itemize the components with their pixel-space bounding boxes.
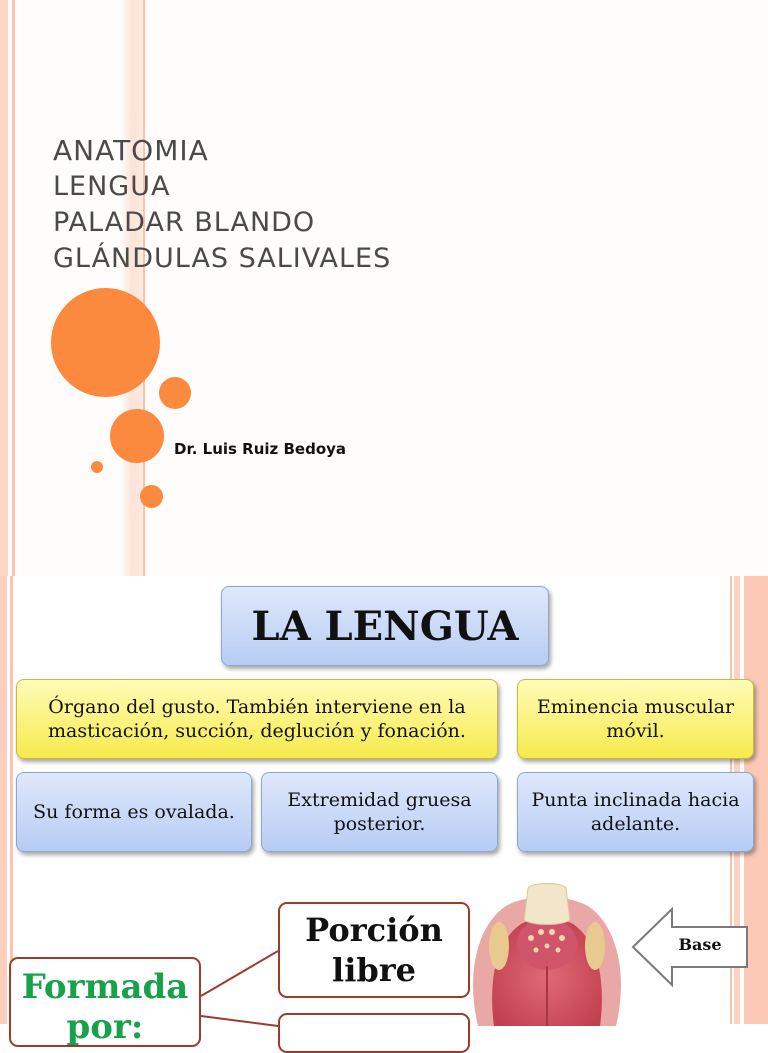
shape-box: Su forma es ovalada. xyxy=(16,772,252,852)
decorative-circle-small xyxy=(159,377,191,409)
muscle-box: Eminencia muscular móvil. xyxy=(517,679,754,759)
slide-title-box: LA LENGUA xyxy=(221,586,549,666)
tongue-slide xyxy=(0,576,768,1047)
left-thin-stripe xyxy=(12,0,15,576)
posterior-box: Extremidad gruesa posterior. xyxy=(261,772,498,852)
porcion-libre-label: Porción libre xyxy=(305,911,443,989)
title-line-anatomia: ANATOMIA xyxy=(53,134,209,167)
tip-box: Punta inclinada hacia adelante. xyxy=(517,772,754,852)
decorative-circle-small-2 xyxy=(140,485,163,508)
title-line-paladar: PALADAR BLANDO xyxy=(53,207,316,238)
author-name: Dr. Luis Ruiz Bedoya xyxy=(174,440,347,458)
slide-title-block xyxy=(53,133,391,277)
decorative-circle-tiny xyxy=(91,461,103,473)
porcion-libre-box xyxy=(278,902,470,998)
base-label: Base xyxy=(678,935,722,954)
title-line-glandulas: GLÁNDULAS SALIVALES xyxy=(53,243,392,274)
left-edge-stripe xyxy=(0,0,8,576)
decorative-circle-medium xyxy=(110,409,164,463)
title-line-lengua: LENGUA xyxy=(53,171,171,202)
definition-box: Órgano del gusto. También interviene en la masticación, succión, deglución y fonación. xyxy=(16,679,498,759)
next-portion-box xyxy=(278,1013,470,1053)
decorative-circle-large xyxy=(51,288,160,397)
formada-por-label: Formada por: xyxy=(21,967,189,1047)
formada-por-box xyxy=(9,957,201,1047)
tongue-illustration xyxy=(466,886,628,1024)
